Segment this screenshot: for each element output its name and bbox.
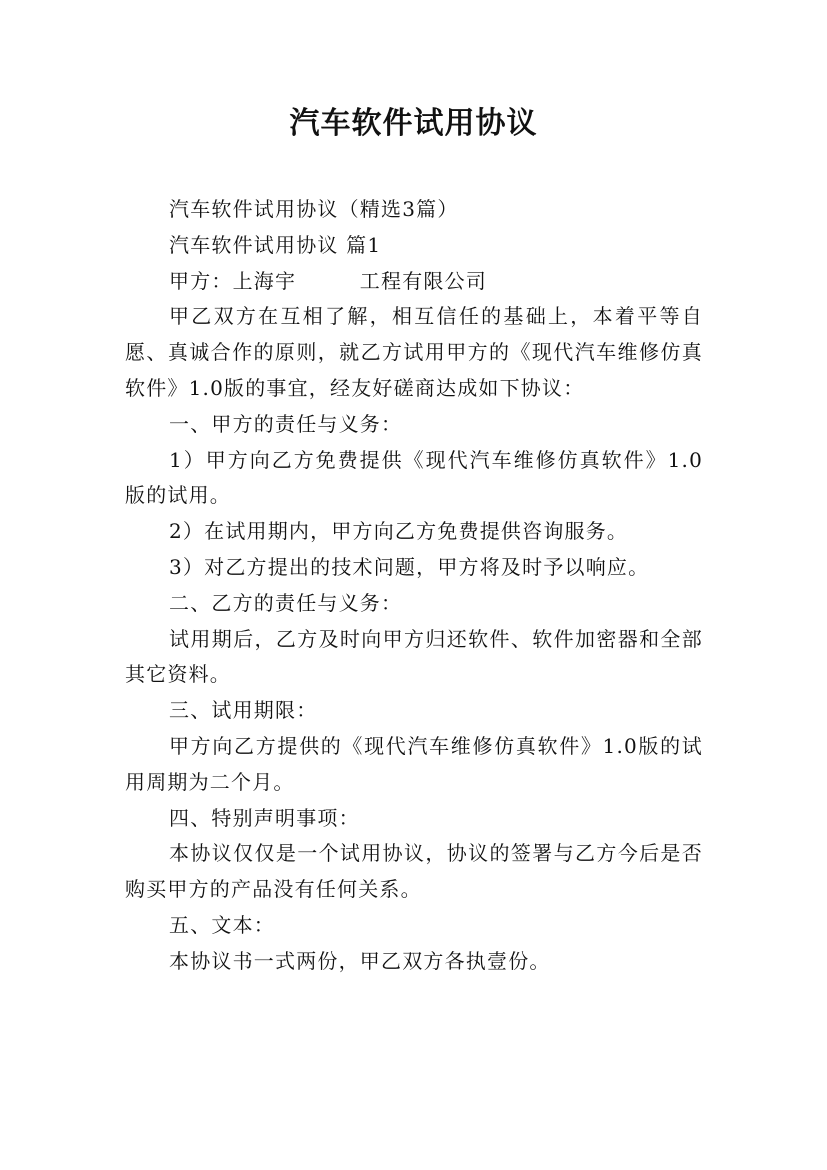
clause-a-2: 2）在试用期内，甲方向乙方免费提供咨询服务。	[169, 519, 629, 544]
heading-special-statement: 四、特别声明事项：	[169, 805, 360, 830]
clause-a-3: 3）对乙方提出的技术问题，甲方将及时予以响应。	[169, 554, 650, 579]
clause-trial-period: 甲方向乙方提供的《现代汽车维修仿真软件》1.0版的试用周期为二个月。	[125, 733, 703, 794]
paragraph-section-heading: 汽车软件试用协议 篇1	[169, 232, 382, 257]
heading-trial-period: 三、试用期限：	[169, 698, 318, 723]
heading-party-a-duties: 一、甲方的责任与义务：	[169, 411, 403, 436]
paragraph-subtitle: 汽车软件试用协议（精选3篇）	[169, 197, 459, 221]
clause-a-1: 1）甲方向乙方免费提供《现代汽车维修仿真软件》1.0版的试用。	[125, 447, 703, 508]
heading-party-b-duties: 二、乙方的责任与义务：	[169, 590, 403, 615]
clause-text: 本协议书一式两份，甲乙双方各执壹份。	[169, 948, 551, 973]
paragraph-intro: 甲乙双方在互相了解，相互信任的基础上，本着平等自愿、真诚合作的原则，就乙方试用甲方的《现代汽车维修仿真软件》1.0版的事宜，经友好磋商达成如下协议：	[125, 304, 703, 400]
clause-b-1: 试用期后，乙方及时向甲方归还软件、软件加密器和全部其它资料。	[125, 626, 703, 687]
document-title: 汽车软件试用协议	[289, 106, 538, 141]
paragraph-party-a: 甲方：上海宇 工程有限公司	[169, 268, 487, 293]
document-body	[125, 192, 703, 980]
clause-special-statement: 本协议仅仅是一个试用协议，协议的签署与乙方今后是否购买甲方的产品没有任何关系。	[125, 841, 703, 902]
heading-text: 五、文本：	[169, 912, 275, 937]
